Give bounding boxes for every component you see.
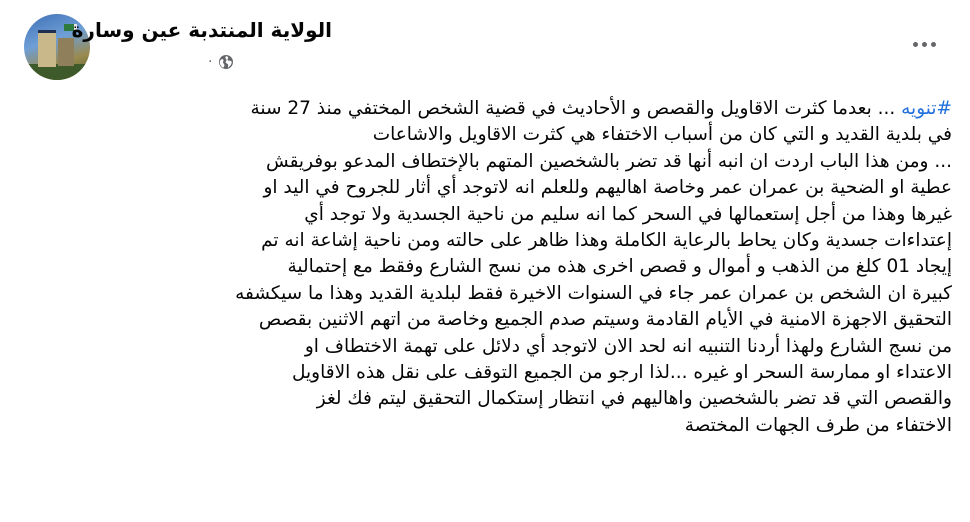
body-line: إيجاد 01 كلغ من الذهب و أموال و قصص اخرى هذه من نسج الشارع وفقط مع إحتمالية [287,256,952,278]
body-line: الاختفاء من طرف الجهات المختصة [684,414,952,436]
hashtag-link[interactable]: #تنويه [901,98,952,119]
body-line: والقصص التي قد تضر بالشخصين واهاليهم في انتظار إستكمال التحقيق ليتم فك لغز [316,388,952,410]
body-line: من نسج الشارع ولهذا أردنا التنبيه انه لحد الان لاتوجد أي دلائل على تهمة الاختطاف او [304,335,952,357]
body-line: غيرها وهذا من أجل إستعمالها في السحر كما انه سليم من ناحية الجسدية ولا توجد أي [304,203,952,225]
avatar-building [58,38,74,66]
avatar-ground [24,64,90,80]
more-dot [913,42,918,47]
page-name[interactable]: الولاية المنتدبة عين وسارة [71,18,332,42]
post-body-text [12,96,952,439]
body-line: ... ومن هذا الباب اردت ان انبه أنها قد تضر بالشخصين المتهم بالإختطاف المدعو بوفريقش [265,150,952,172]
body-line: إعتداءات جسدية وكان يحاط بالرعاية الكاملة وهذا ظاهر على حالته ومن ناحية إشاعة انه تم [261,230,952,252]
body-line: التحقيق الاجهزة الامنية في الأيام القادمة وسيتم صدم الجميع وخاصة من اتهم الاثنين بقصص [258,309,952,331]
time-separator: · [208,54,213,70]
more-dot [922,42,927,47]
body-line: في بلدية القديد و التي كان من أسباب الاختفاء هي كثرت الاقاويل والاشاعات [372,124,952,146]
post-meta [208,54,234,70]
body-line: عطية او الضحية بن عمران عمر وخاصة اهاليهم وللعلم انه لاتوجد أي أثار للجروح في اليد او [263,177,952,199]
body-line-1 [12,96,952,122]
body-line: الاعتداء او ممارسة السحر او غيره ...لذا ارجو من الجميع التوقف على نقل هذه الاقاويل [292,362,952,384]
post-header [24,14,942,84]
more-dot [931,42,936,47]
more-options-button[interactable] [906,32,942,56]
body-line: كبيرة ان الشخص بن عمران عمر جاء في السنوات الاخيرة فقط لبلدية القديد وهذا ما سيكشفه [235,282,952,304]
avatar-building [38,30,56,67]
globe-icon[interactable] [218,54,234,70]
body-line-1-text: ... بعدما كثرت الاقاويل والقصص و الأحاديث في قضية الشخص المختفي منذ 27 سنة [250,98,902,119]
